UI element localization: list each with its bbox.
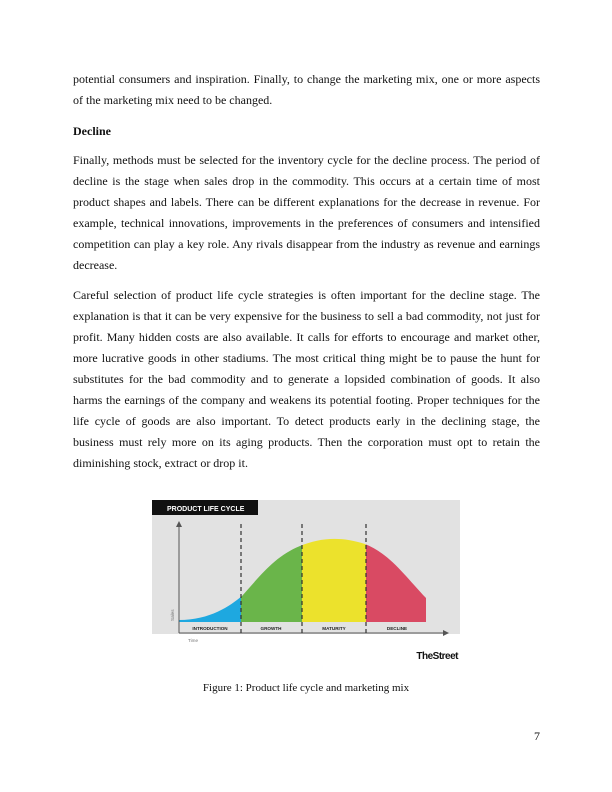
brand-logo: TheStreet bbox=[416, 651, 458, 662]
paragraph-decline-intro: Finally, methods must be selected for the inventory cycle for the decline process. The period of decline is the stage when sales drop in the commodity. This occurs at a certain time of most product shapes and labels. There can be different explanations for the decrease in revenue. For example, technical innovations, improvements in the preferences of consumers and intensified competition can play a key role. Any rivals disappear from the industry as revenue and earnings decrease. bbox=[73, 153, 540, 272]
product-life-cycle-chart bbox=[150, 496, 462, 666]
page-number: 7 bbox=[534, 729, 540, 743]
stage-label-decline: DECLINE bbox=[386, 626, 408, 631]
chart-title: PRODUCT LIFE CYCLE bbox=[167, 506, 245, 513]
product-life-cycle-figure bbox=[150, 496, 462, 666]
stage-label-maturity: MATURITY bbox=[322, 626, 346, 631]
y-axis-label: Sales bbox=[170, 609, 175, 621]
stage-label-growth: GROWTH bbox=[260, 626, 282, 631]
paragraph-continuation: potential consumers and inspiration. Finally, to change the marketing mix, one or more aspects of the marketing mix need to be changed. bbox=[73, 72, 540, 107]
paragraph-decline-strategies: Careful selection of product life cycle strategies is often important for the decline stage. The explanation is that it can be very expensive for the business to sell a bad commodity, not just for profit. Many hidden costs are also available. It calls for efforts to encourage and market other, more lucrative goods in other stadiums. The most critical thing might be to pause the hunt for substitutes for the bad commodity and to generate a lopsided combination of goods. It also harms the earnings of the company and weakens its potential footing. Proper techniques for the life cycle of goods are also important. To detect products early in the declining stage, the business must rely more on its aging products. Then the corporation must opt to retain the diminishing stock, extract or drop it. bbox=[73, 288, 540, 470]
section-heading-decline: Decline bbox=[73, 124, 111, 138]
x-axis-label: Time bbox=[188, 638, 199, 643]
figure-caption: Figure 1: Product life cycle and marketing mix bbox=[202, 682, 410, 694]
stage-label-introduction: INTRODUCTION bbox=[192, 626, 228, 631]
